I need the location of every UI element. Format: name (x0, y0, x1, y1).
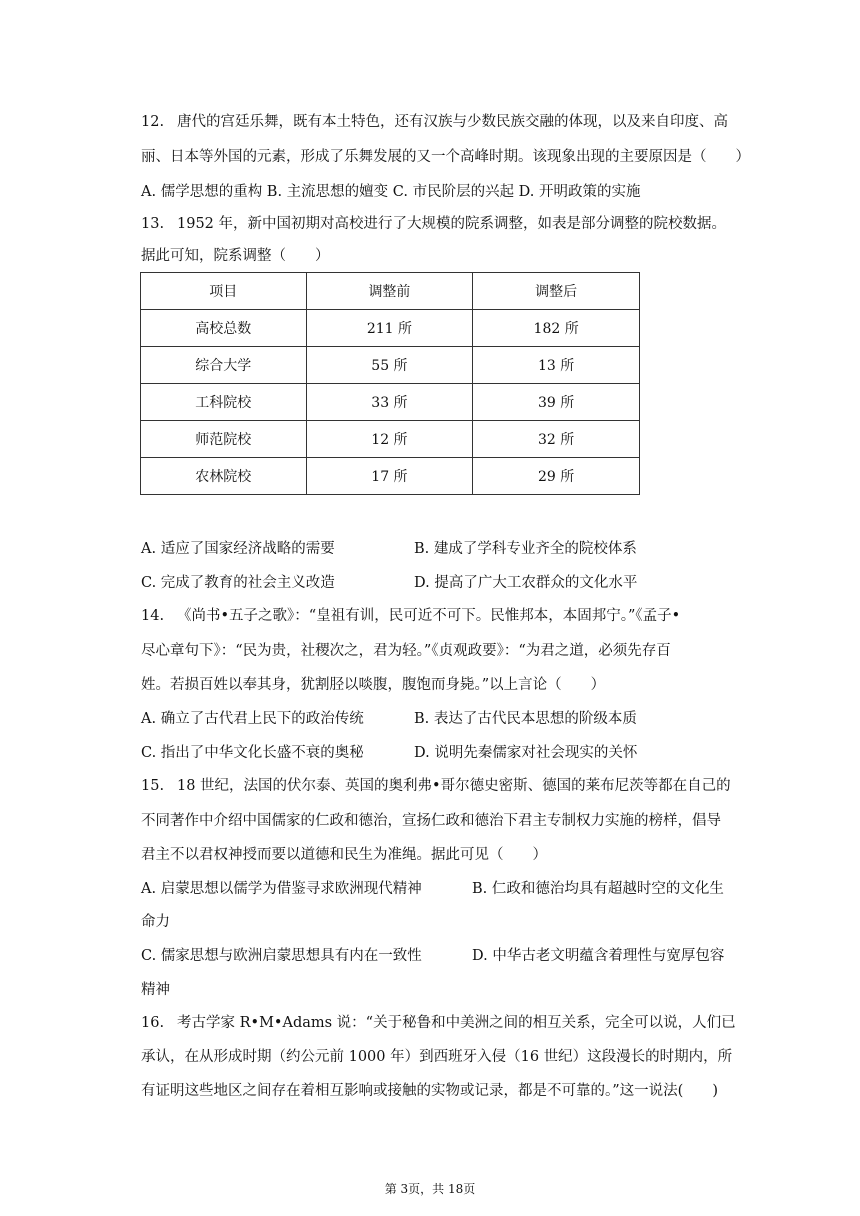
question-number: 14. (141, 608, 165, 624)
question-13-line-1 (141, 214, 726, 234)
question-13-option-a: A. 适应了国家经济战略的需要 (141, 541, 335, 557)
question-14-option-b: B. 表达了古代民本思想的阶级本质 (414, 711, 637, 727)
table-cell: 29 所 (473, 458, 640, 495)
question-12-line-1 (141, 112, 728, 132)
table-cell: 39 所 (473, 384, 640, 421)
question-number: 12. (141, 114, 165, 130)
question-text: 1952 年，新中国初期对高校进行了大规模的院系调整，如表是部分调整的院校数据。 (177, 216, 727, 232)
question-15-option-c: C. 儒家思想与欧洲启蒙思想具有内在一致性 (141, 948, 422, 964)
table-header-cell: 调整后 (473, 273, 640, 310)
table-cell: 182 所 (473, 310, 640, 347)
question-12-line-2: 丽、日本等外国的元素，形成了乐舞发展的又一个高峰时期。该现象出现的主要原因是（ ） (141, 149, 750, 165)
table-header-cell: 项目 (141, 273, 307, 310)
data-table (140, 272, 640, 495)
table-cell: 17 所 (306, 458, 473, 495)
question-text: 18 世纪，法国的伏尔泰、英国的奥利弗•哥尔德史密斯、德国的莱布尼茨等都在自己的 (177, 778, 731, 794)
question-14-line-2: 尽心章句下》：“民为贵，社稷次之，君为轻。”《贞观政要》：“为君之道，必须先存百 (141, 643, 671, 659)
question-16-line-3: 有证明这些地区之间存在着相互影响或接触的实物或记录，都是不可靠的。”这一说法( ) (141, 1083, 718, 1099)
question-14-option-d: D. 说明先秦儒家对社会现实的关怀 (414, 745, 638, 761)
table-row (141, 310, 640, 347)
question-13-option-c: C. 完成了教育的社会主义改造 (141, 575, 335, 591)
table-header-row (141, 273, 640, 310)
question-number: 16. (141, 1015, 165, 1031)
table-row (141, 384, 640, 421)
question-13-option-d: D. 提高了广大工农群众的文化水平 (414, 575, 638, 591)
table-cell: 33 所 (306, 384, 473, 421)
question-14-option-c: C. 指出了中华文化长盛不衰的奥秘 (141, 745, 364, 761)
table-cell: 高校总数 (141, 310, 307, 347)
question-15-option-b-continued: 命力 (141, 914, 170, 930)
page-footer: 第 3页，共 18页 (384, 1182, 476, 1196)
table-cell: 综合大学 (141, 347, 307, 384)
question-15-line-1 (141, 776, 731, 796)
table-cell: 农林院校 (141, 458, 307, 495)
question-14-line-1 (141, 606, 680, 626)
question-14-line-3: 姓。若损百姓以奉其身，犹割胫以啖腹，腹饱而身毙。”以上言论（ ） (141, 677, 606, 693)
question-number: 15. (141, 778, 165, 794)
table-row (141, 421, 640, 458)
table-cell: 工科院校 (141, 384, 307, 421)
question-16-line-1 (141, 1013, 736, 1033)
question-text: 考古学家 R•M•Adams 说：“关于秘鲁和中美洲之间的相互关系，完全可以说，人们已 (177, 1015, 736, 1031)
table-cell: 12 所 (306, 421, 473, 458)
table-header-cell: 调整前 (306, 273, 473, 310)
question-13-option-b: B. 建成了学科专业齐全的院校体系 (414, 541, 637, 557)
question-text: 《尚书•五子之歌》：“皇祖有训，民可近不可下。民惟邦本，本固邦宁。”《孟子• (177, 608, 681, 624)
table-cell: 师范院校 (141, 421, 307, 458)
question-15-option-d-continued: 精神 (141, 982, 170, 998)
question-15-option-b: B. 仁政和德治均具有超越时空的文化生 (472, 881, 724, 897)
table-row (141, 458, 640, 495)
table-row (141, 347, 640, 384)
table-cell: 55 所 (306, 347, 473, 384)
question-text: 唐代的宫廷乐舞，既有本土特色，还有汉族与少数民族交融的体现，以及来自印度、高 (177, 114, 728, 130)
table-cell: 32 所 (473, 421, 640, 458)
table-cell: 13 所 (473, 347, 640, 384)
question-15-line-2: 不同著作中介绍中国儒家的仁政和德治，宣扬仁政和德治下君主专制权力实施的榜样，倡导 (141, 813, 721, 829)
question-15-option-a: A. 启蒙思想以儒学为借鉴寻求欧洲现代精神 (141, 881, 422, 897)
question-15-line-3: 君主不以君权神授而要以道德和民生为准绳。据此可见（ ） (141, 847, 547, 863)
table-cell: 211 所 (306, 310, 473, 347)
question-number: 13. (141, 216, 165, 232)
question-12-options: A. 儒学思想的重构 B. 主流思想的嬗变 C. 市民阶层的兴起 D. 开明政策的实施 (141, 184, 641, 200)
question-16-line-2: 承认，在从形成时期（约公元前 1000 年）到西班牙入侵（16 世纪）这段漫长的时期内，所 (141, 1049, 733, 1065)
question-13-line-2: 据此可知，院系调整（ ） (141, 248, 330, 264)
question-15-option-d: D. 中华古老文明蕴含着理性与宽厚包容 (472, 948, 725, 964)
question-14-option-a: A. 确立了古代君上民下的政治传统 (141, 711, 364, 727)
